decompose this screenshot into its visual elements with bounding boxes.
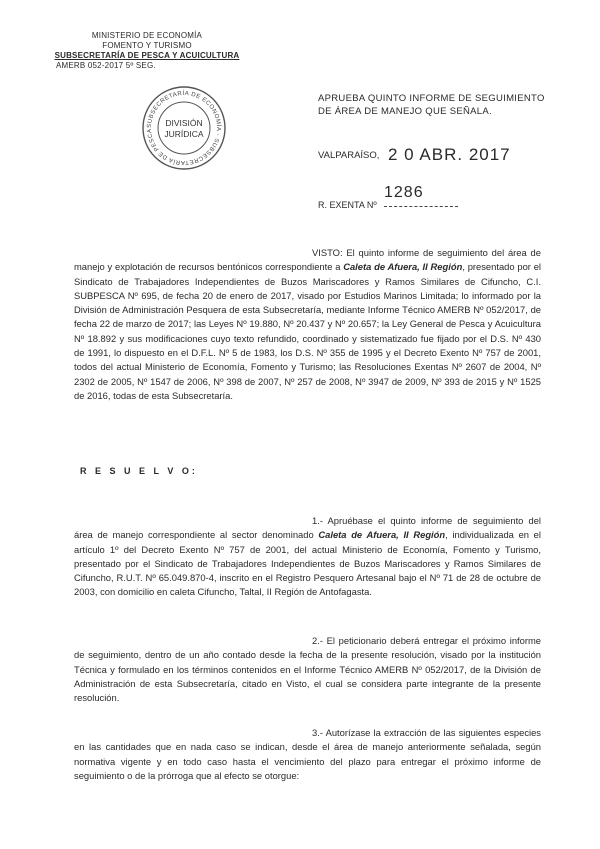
place-label: VALPARAÍSO, [318,150,380,161]
item1-text-a: 1.- Apruébase el quinto informe de seguimiento del área de manejo correspondiente al sector denominado [74,515,541,541]
resolution-title: APRUEBA QUINTO INFORME DE SEGUIMIENTO DE ÁREA DE MANEJO QUE SEÑALA. [318,93,545,117]
resuelvo-heading: R E S U E L V O: [80,466,198,476]
resolution-item-2 [74,634,541,705]
stamp-ring-text: SUBSECRETARÍA DE ECONOMÍA - SUBSECRETARÍA DE PESCA [146,90,222,166]
resolution-item-1 [74,514,541,600]
juridical-division-stamp [140,84,228,172]
item2-text: 2.- El peticionario deberá entregar el próximo informe de seguimiento, dentro de un año contado desde la fecha de la presente resolución, visado por la institución Técnica y formulado en los términos contenidos en el Informe Técnico AMERB Nº 052/2017, de la División de Administración de esta Subsecretaría, citado en Visto, el cual se considera parte integrante de la presente resolución. [74,635,541,704]
resolution-number: 1286 [384,184,424,201]
resolution-item-3 [74,726,541,783]
item1-text-b: , individualizada en el artículo 1º del Decreto Exento Nº 757 de 2001, del actual Ministerio de Economía, Fomento y Turismo, presentado por el Sindicato de Trabajadores Independientes de Buzos Mariscadores y Ramos Similares de Cifuncho, R.U.T. Nº 65.049.870-4, inscrito en el Registro Pesquero Artesanal bajo el Nº 71 de 28 de octubre de 2003, con domicilio en caleta Cifuncho, Taltal, II Región de Antofagasta. [74,529,541,598]
ministry-name: MINISTERIO DE ECONOMÍA [91,31,203,40]
document-reference: AMERB 052-2017 5º SEG. [56,61,156,70]
visto-paragraph [74,246,541,403]
visto-text-a: El quinto informe de seguimiento del área de manejo y explotación de recursos bentónicos correspondiente a [74,247,541,273]
resolution-label: R. EXENTA Nº [318,200,377,210]
item3-text: 3.- Autorízase la extracción de las siguientes especies en las cantidades que en nada caso se indican, desde el área de manejo anteriormente señalada, según normativa vigente y en todo caso hasta el vencimiento del plazo para entregar el próximo informe de seguimiento o de la prórroga que al efecto se otorgue: [74,727,541,781]
visto-text-b: , presentado por el Sindicato de Trabajadores Independientes de Buzos Mariscadores y Ramos Similares de Cifuncho, C.I. SUBPESCA Nº 695, de fecha 20 de enero de 2017, visado por Estudios Marinos Limitada; lo informado por la División de Administración Pesquera de esta Subsecretaría, mediante Informe Técnico AMERB Nº 052/2017, de fecha 22 de marzo de 2017; las Leyes Nº 19.880, Nº 20.437 y Nº 20.657; la Ley General de Pesca y Acuicultura Nº 18.892 y sus modificaciones cuyo texto refundido, coordinado y sistematizado fue fijado por el D.S. Nº 430 de 1991, lo dispuesto en el D.F.L. Nº 5 de 1983, los D.S. Nº 355 de 1995 y el Decreto Exento Nº 757 de 2001, todos del actual Ministerio de Economía, Fomento y Turismo; las Resoluciones Exentas Nº 2607 de 2004, Nº 2302 de 2005, Nº 1547 de 2006, Nº 398 de 2007, Nº 257 de 2008, Nº 3947 de 2009, Nº 393 de 2015 y Nº 1525 de 2016, todas de esta Subsecretaría. [74,261,541,401]
subsecretariat-name: SUBSECRETARÍA DE PESCA Y ACUICULTURA [54,51,240,60]
resolution-number-line [384,206,458,207]
visto-place-name: Caleta de Afuera, II Región [343,261,463,273]
stamp-center-line1: DIVISIÓN [165,118,203,128]
letterhead [52,31,242,71]
item1-place-name: Caleta de Afuera, II Región [318,529,446,541]
date-stamp: 2 0 ABR. 2017 [388,145,511,164]
stamp-center-line2: JURÍDICA [164,129,204,139]
ministry-subtitle: FOMENTO Y TURISMO [102,41,192,50]
visto-lead: VISTO: [312,247,343,258]
